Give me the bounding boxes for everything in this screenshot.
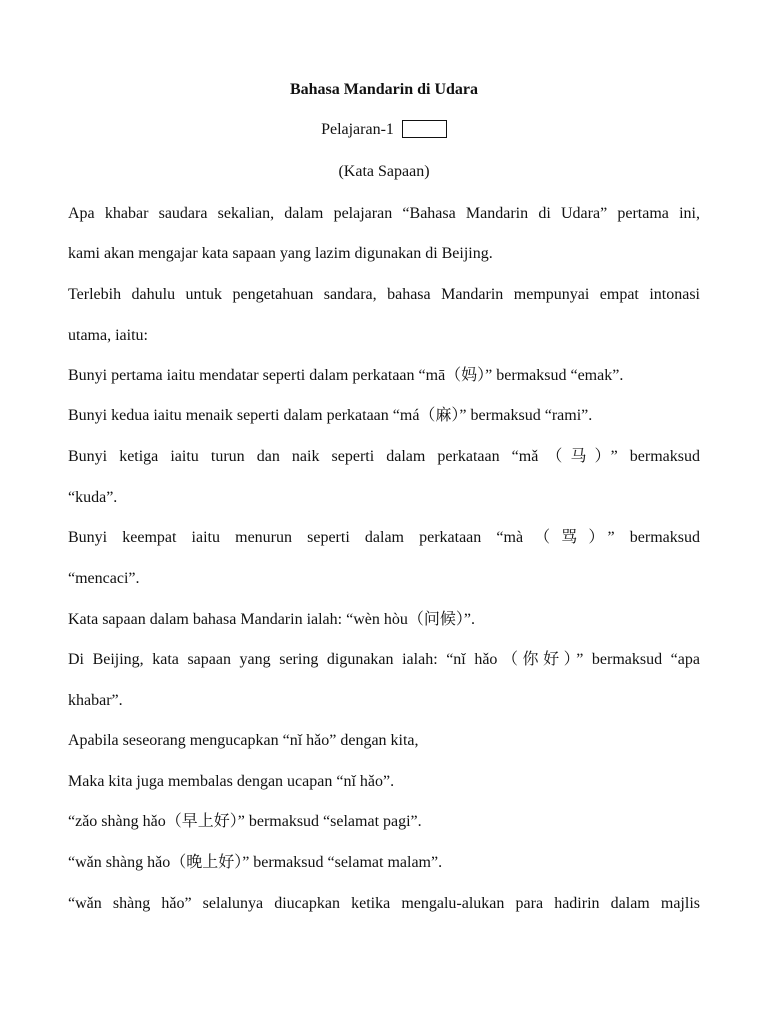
paragraph-line: “kuda”.: [68, 489, 118, 506]
paragraph-line: utama, iaitu:: [68, 327, 148, 344]
paragraph-line: khabar”.: [68, 692, 123, 709]
empty-box: [402, 120, 447, 138]
paragraph-line: “wǎn shàng hǎo（晚上好）” bermaksud “selamat malam”.: [68, 854, 443, 871]
paragraph-line: “mencaci”.: [68, 570, 140, 587]
paragraph-line: Apa khabar saudara sekalian, dalam pelajaran “Bahasa Mandarin di Udara” pertama ini,: [68, 205, 700, 222]
document-title: Bahasa Mandarin di Udara: [289, 81, 479, 98]
paragraph-line: Bunyi keempat iaitu menurun seperti dalam perkataan “mà（骂）” bermaksud: [68, 529, 700, 546]
lesson-heading: [68, 120, 700, 140]
lesson-label: Pelajaran-1: [321, 121, 394, 138]
paragraph-line: Kata sapaan dalam bahasa Mandarin ialah: “wèn hòu（问候）”.: [68, 611, 475, 628]
paragraph-line: “wǎn shàng hǎo” selalunya diucapkan ketika mengalu-alukan para hadirin dalam majlis: [68, 895, 700, 912]
paragraph-line: Apabila seseorang mengucapkan “nǐ hǎo” dengan kita,: [68, 732, 419, 749]
paragraph-line: Di Beijing, kata sapaan yang sering digunakan ialah: “nǐ hǎo（你好）” bermaksud “apa: [68, 651, 700, 668]
paragraph-line: “zǎo shàng hǎo（早上好）” bermaksud “selamat pagi”.: [68, 813, 422, 830]
paragraph-line: Maka kita juga membalas dengan ucapan “nǐ hǎo”.: [68, 773, 395, 790]
paragraph-line: Terlebih dahulu untuk pengetahuan sandara, bahasa Mandarin mempunyai empat intonasi: [68, 286, 700, 303]
paragraph-line: kami akan mengajar kata sapaan yang lazim digunakan di Beijing.: [68, 245, 493, 262]
paragraph-line: Bunyi pertama iaitu mendatar seperti dalam perkataan “mā（妈）” bermaksud “emak”.: [68, 367, 624, 384]
paragraph-line: Bunyi ketiga iaitu turun dan naik seperti dalam perkataan “mǎ（马）” bermaksud: [68, 448, 700, 465]
paragraph-line: Bunyi kedua iaitu menaik seperti dalam perkataan “má（麻）” bermaksud “rami”.: [68, 407, 593, 424]
document-page: [68, 0, 700, 1024]
document-subtitle: (Kata Sapaan): [338, 163, 430, 180]
